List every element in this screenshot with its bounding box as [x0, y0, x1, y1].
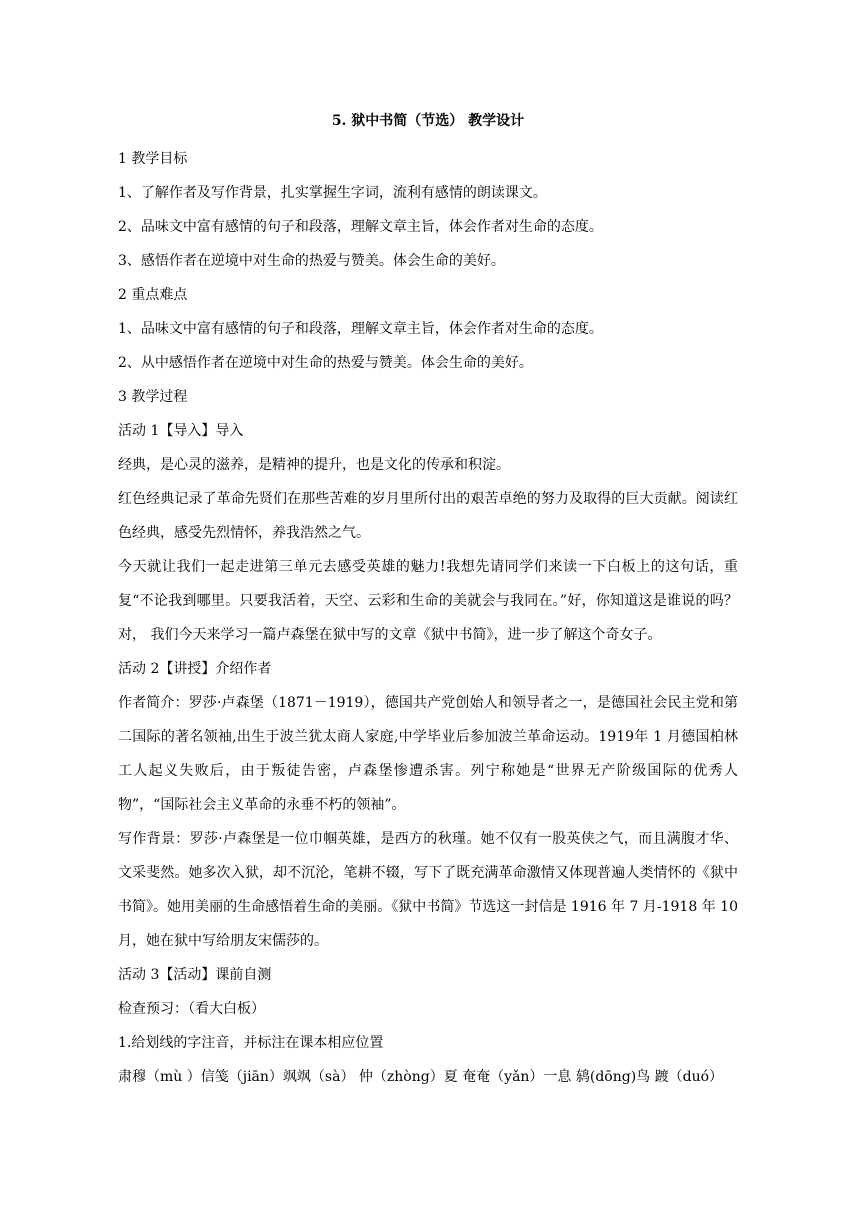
section-heading-objectives: 1 教学目标 [118, 151, 188, 167]
body-paragraph: 红色经典记录了革命先贤们在那些苦难的岁月里所付出的艰苦卓绝的努力及取得的巨大贡献。阅读红色经典，感受先烈情怀，养我浩然之气。 [118, 491, 738, 541]
section-heading-process: 3 教学过程 [118, 389, 188, 405]
body-paragraph: 今天就让我们一起走进第三单元去感受英雄的魅力!我想先请同学们来读一下白板上的这句话，重复“不论我到哪里。只要我活着，天空、云彩和生命的美就会与我同在。”好，你知道这是谁说的吗？对， 我们今天来学习一篇卢森堡在狱中写的文章《狱中书简》，进一步了解这个奇女子。 [118, 559, 738, 643]
document-title: 5. 狱中书简（节选） 教学设计 [331, 113, 525, 129]
body-paragraph: 检查预习：（看大白板） [118, 1001, 265, 1017]
activity-heading: 活动 3【活动】课前自测 [118, 967, 272, 983]
body-paragraph: 经典，是心灵的滋养，是精神的提升，也是文化的传承和积淀。 [118, 457, 510, 473]
activity-heading: 活动 1【导入】导入 [118, 423, 244, 439]
section-heading-key-points: 2 重点难点 [118, 287, 188, 303]
objective-item: 3、感悟作者在逆境中对生命的热爱与赞美。体会生命的美好。 [118, 253, 505, 269]
document-page [118, 110, 738, 1094]
activity-heading: 活动 2【讲授】介绍作者 [118, 661, 272, 677]
key-point-item: 1、品味文中富有感情的句子和段落，理解文章主旨，体会作者对生命的态度。 [118, 321, 603, 337]
exercise-instruction: 1.给划线的字注音，并标注在课本相应位置 [118, 1035, 384, 1051]
objective-item: 2、品味文中富有感情的句子和段落，理解文章主旨，体会作者对生命的态度。 [118, 219, 603, 235]
background-paragraph: 写作背景：罗莎·卢森堡是一位巾帼英雄，是西方的秋瑾。她不仅有一股英侠之气，而且满腹才华、文采斐然。她多次入狱，却不沉沦，笔耕不辍，写下了既充满革命激情又体现普遍人类情怀的《狱中书简》。她用美丽的生命感悟着生命的美丽。《狱中书简》节选这一封信是 1916 年 7 月-1918 年 10 月，她在狱中写给朋友宋儒莎的。 [118, 831, 738, 949]
objective-item: 1、了解作者及写作背景，扎实掌握生字词，流利有感情的朗读课文。 [118, 185, 547, 201]
pinyin-exercise-line: 肃穆（mù ）信笺（jiān）飒飒（sà） 仲（zhòng）夏 奄奄（yǎn）一息 鸫(dōng)鸟 踱（duó） [118, 1069, 724, 1085]
key-point-item: 2、从中感悟作者在逆境中对生命的热爱与赞美。体会生命的美好。 [118, 355, 533, 371]
author-intro-paragraph: 作者简介：罗莎·卢森堡（1871－1919），德国共产党创始人和领导者之一，是德国社会民主党和第二国际的著名领袖,出生于波兰犹太商人家庭,中学毕业后参加波兰革命运动。1919年 1 月德国柏林工人起义失败后，由于叛徒告密，卢森堡惨遭杀害。列宁称她是“世界无产阶级国际的优秀人物”，“国际社会主义革命的永垂不朽的领袖”。 [118, 695, 738, 813]
